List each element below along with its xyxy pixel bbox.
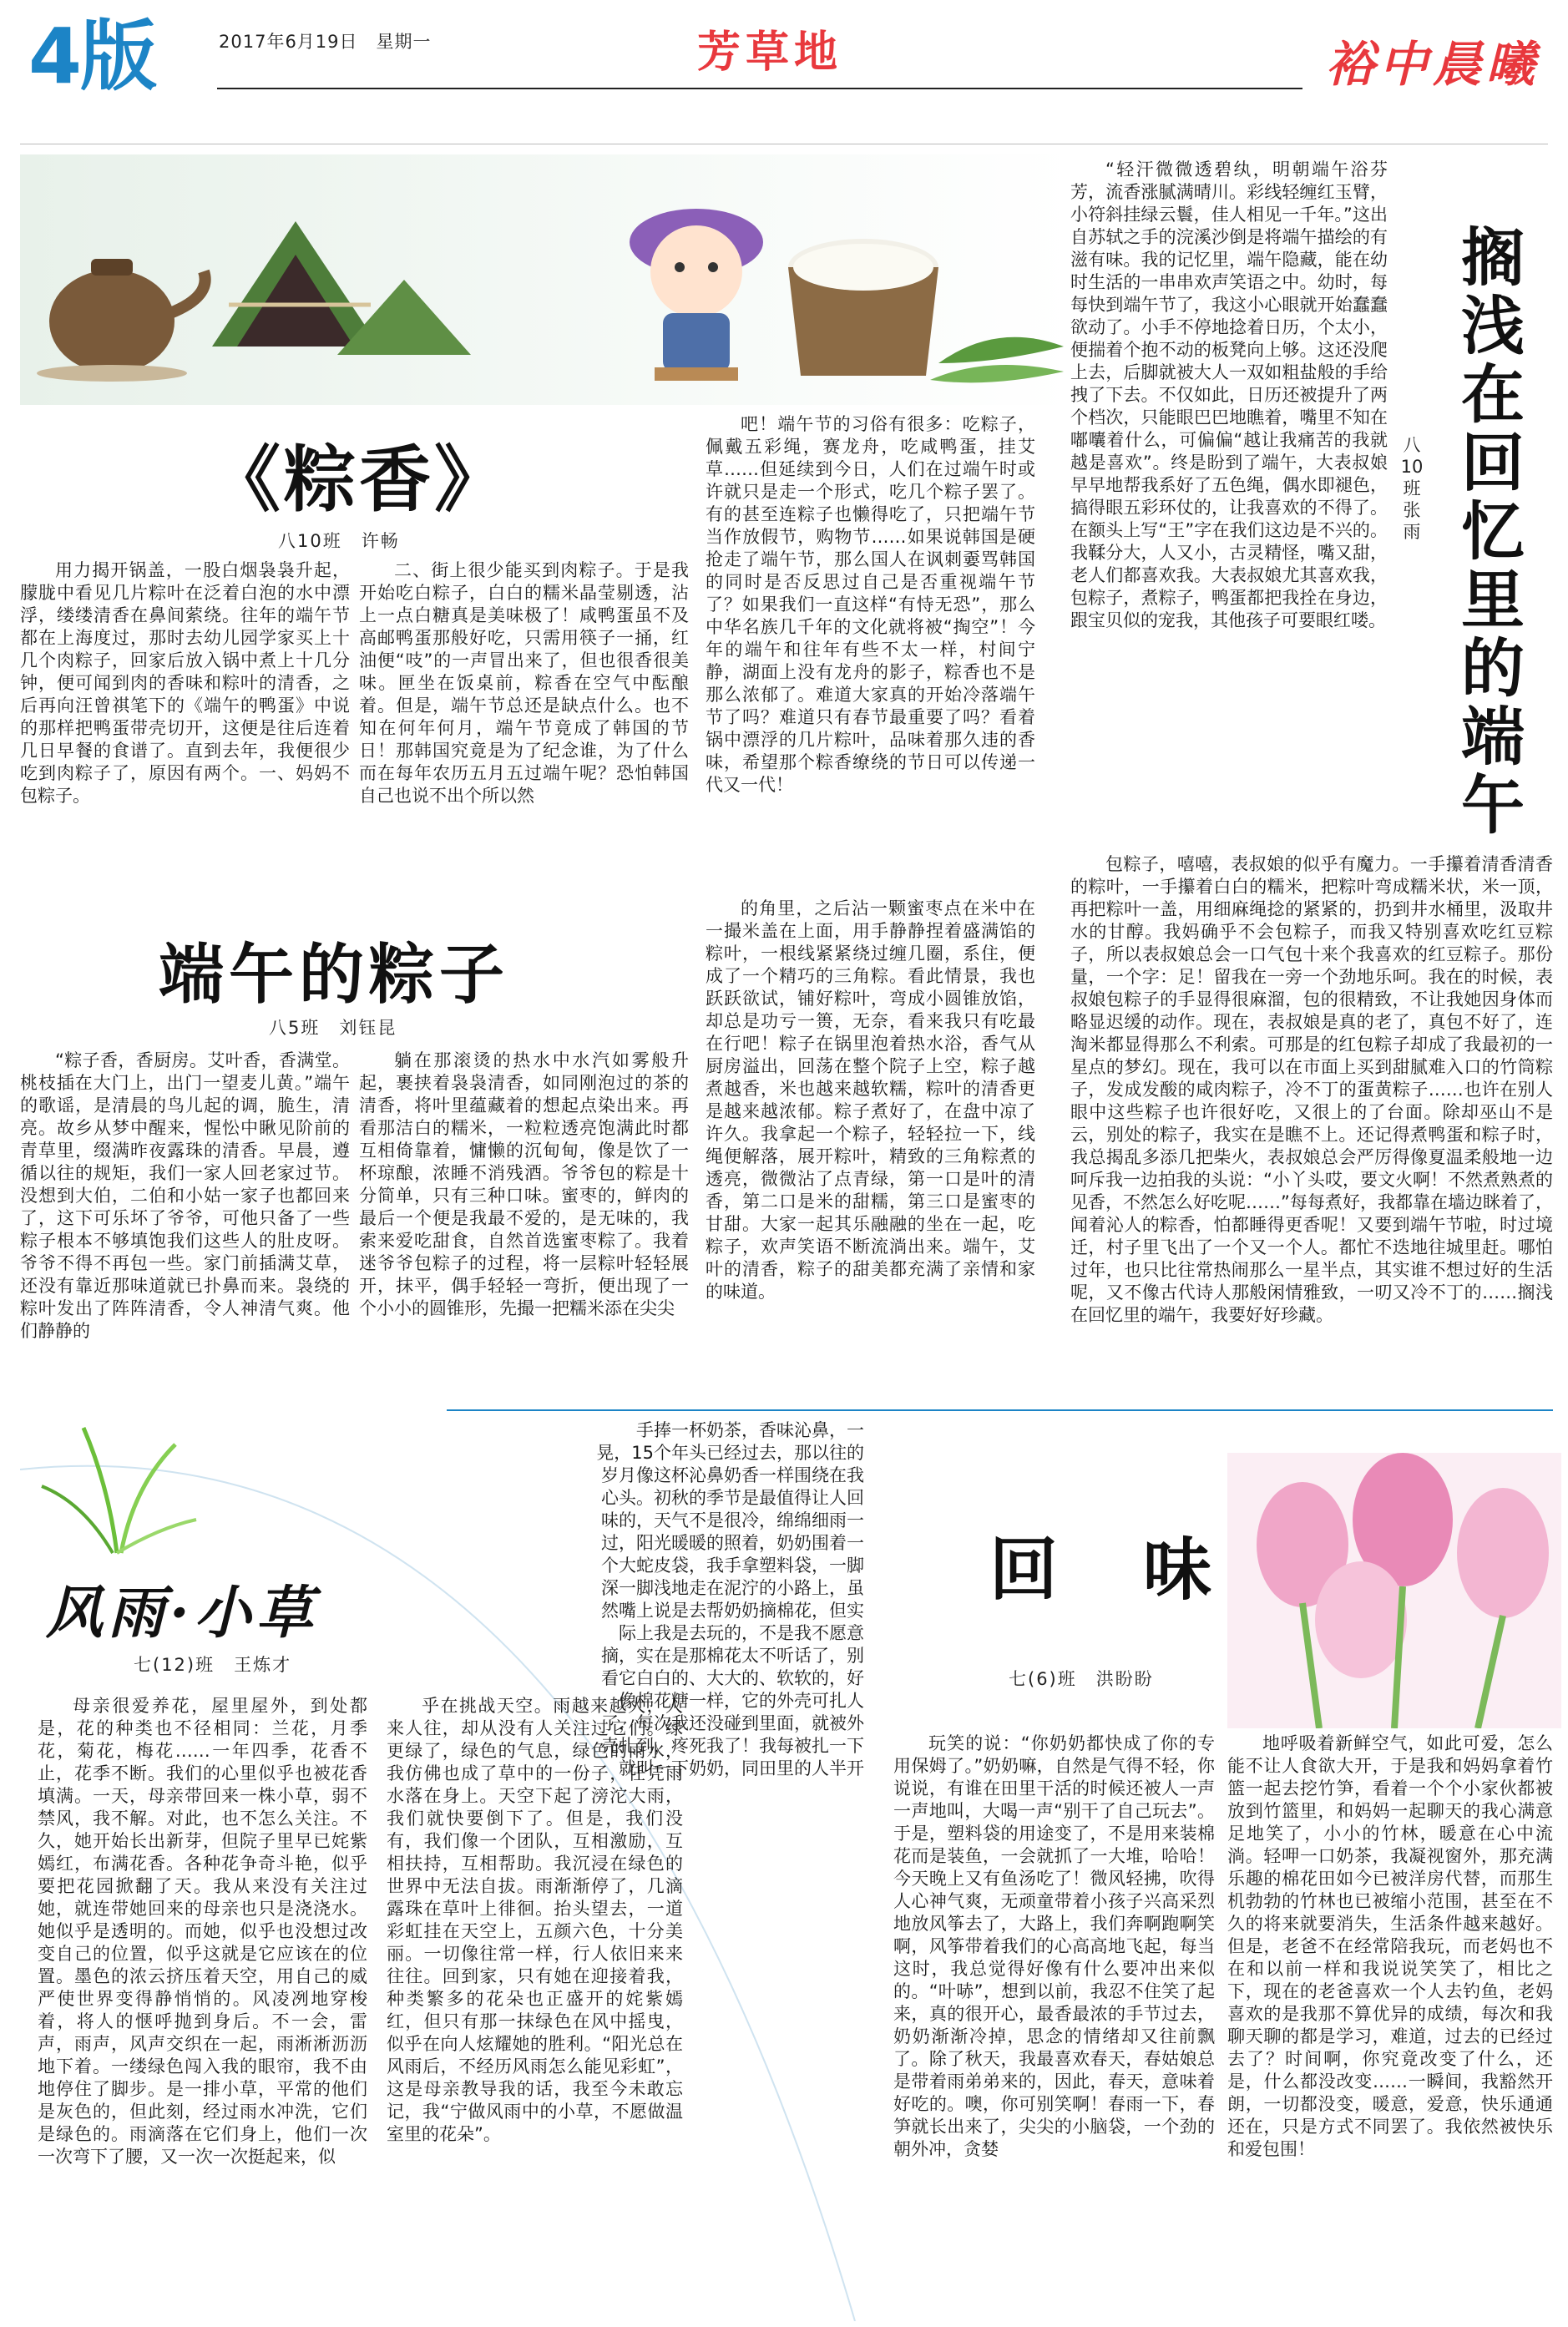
- article-column: 二、街上很少能买到肉粽子。于是我开始吃白粽子，白白的糯米晶莹剔透，沾上一点白糖真是美味极了！咸鸭蛋虽不及高邮鸭蛋那般好吃，只需用筷子一捅，红油便“吱”的一声冒出来了，但也很香很美味。匣坐在饭桌前，粽香在空气中酝酿着。但是，端午节总还是缺点什么。也不知在何年何月，端午节竟成了韩国的节日！那韩国究竟是为了纪念谁，为了什么而在每年农历五月五过端午呢？恐怕韩国自己也说不出个所以然: [359, 560, 689, 806]
- header-rule: [217, 88, 1302, 89]
- tulips-illustration: [1227, 1453, 1561, 1728]
- issue-date: 2017年6月19日 星期一: [219, 32, 432, 52]
- rice-bucket-illustration: [788, 239, 938, 376]
- article-title-duanwu-zongzi: 端午的粽子: [159, 937, 510, 1013]
- article-byline-fengyu-xiaocao: 七(12)班 王炼才: [134, 1655, 292, 1675]
- article-byline-zongxiang: 八10班 许畅: [278, 531, 400, 551]
- article-byline-huiwei: 七(6)班 洪盼盼: [1009, 1669, 1154, 1689]
- article-column: “粽子香，香厨房。艾叶香，香满堂。桃枝插在大门上，出门一望麦儿黄。”端午的歌谣，是清晨的鸟儿起的调，脆生，清亮。故乡从梦中醒来，惺忪中瞅见阶前的青草里，缀满昨夜露珠的清香。早晨，遵循以往的规矩，我们一家人回老家过节。没想到大伯，二伯和小姑一家子也都回来了，这下可乐坏了爷爷，可他只备了一些粽子根本不够填饱我们这些人的肚皮呀。爷爷不得不再包一些。家门前插满艾草，还没有靠近那味道就已扑鼻而来。袅绕的粽叶发出了阵阵清香，令人神清气爽。他们静静的: [20, 1050, 350, 1341]
- page-number: 4版: [28, 12, 156, 101]
- article-column: 玩笑的说：“你奶奶都快成了你的专用保姆了。”奶奶嘛，自然是气得不轻，你说说，有谁在田里干活的时候还被人一声一声地叫，大喝一声“别干了自己玩去”。于是，塑料袋的用途变了，不是用来装棉花而是装鱼，一会就抓了一大堆，哈哈！今天晚上又有鱼汤吃了！微风轻拂，吹得人心神气爽，无顽童带着小孩子兴高采烈地放风筝去了，大路上，我们奔啊跑啊笑啊，风筝带着我们的心高高地飞起，每当这时，我总觉得好像有什么要冲出来似的。“叶哧”，想到以前，我忍不住笑了起来，真的很开心，最香最浓的手节过去，奶奶渐渐冷掉，思念的情绪却又往前飘了。除了秋天，我最喜欢春天，春姑娘总是带着雨弟弟来的，因此，春天，意味着好吃的。噢，你可别笑啊！春雨一下，春笋就长出来了，尖尖的小脑袋，一个劲的朝外冲，贪婪: [893, 1733, 1215, 2159]
- masthead: [0, 0, 1568, 134]
- article-column: 的角里，之后沾一颗蜜枣点在米中在一撮米盖在上面，用手静静捏着盛满馅的粽叶，一根线紧紧绕过缠几圈，系住，便成了一个精巧的三角粽。看此情景，我也跃跃欲试，铺好粽叶，弯成小圆锥放馅，却总是功亏一篑，无奈，看来我只有吃最在行吧！粽子在锅里泡着热水浴，香气从厨房溢出，回荡在整个院子上空，粽子越煮越香，米也越来越软糯，粽叶的清香更是越来越浓郁。粽子煮好了，在盘中凉了许久。我拿起一个粽子，轻轻拉一下，线绳便解落，展开粽叶，精致的三角粽煮的透亮，微微沾了点青绿，第一口是叶的清香，第二口是米的甜糯，第三口是蜜枣的甘甜。大家一起其乐融融的坐在一起，吃粽子，欢声笑语不断流淌出来。端午，艾叶的清香，粽子的甜美都充满了亲情和家的味道。: [706, 898, 1035, 1302]
- article-column: “轻汗微微透碧纨，明朝端午浴芬芳，流香涨腻满晴川。彩线轻缠红玉臂，小符斜挂绿云鬟，佳人相见一千年。”这出自苏轼之手的浣溪沙倒是将端午描绘的有滋有味。我的记忆里，端午隐藏，能在幼时生活的一串串欢声笑语之中。幼时，每每快到端午节了，我这小心眼就开始蠢蠢欲动了。小手不停地捻着日历，个太小，便揣着个抱不动的板凳向上够。这还没爬上去，后脚就被大人一双如粗盐般的手给拽了下去。不仅如此，日历还被提升了两个档次，只能眼巴巴地瞧着，嘴里不知在嘟囔着什么，可偏偏“越让我痛苦的我就越是喜欢”。终是盼到了端午，大表叔娘早早地帮我系好了五色绳，偶水即褪色，搞得眼五彩环仗的，让我喜欢的不得了。在额头上写“王”字在我们这边是不兴的。我鞣分大，人又小，古灵精怪，嘴又甜，老人们都喜欢我。大表叔娘尤其喜欢我，包粽子，煮粽子，鸭蛋都把我拴在身边，跟宝贝似的宠我，其他孩子可要眼红喽。: [1070, 159, 1388, 630]
- article-column: 母亲很爱养花，屋里屋外，到处都是，花的种类也不径相同：兰花，月季花，菊花，梅花……一年四季，花香不止，花季不断。我们的心里似乎也被花香填满。一天，母亲带回来一株小草，弱不禁风，我不解。对此，也不怎么关注。不久，她开始长出新芽，但院子里早已姹紫嫣红，布满花香。各种花争奇斗艳，似乎要把花园掀翻了天。我从来没有关注过她，就连带她回来的母亲也只是浇浇水。她似乎是透明的。而她，似乎也没想过改变自己的位置，似乎这就是它应该在的位置。墨色的浓云挤压着天空，用自己的威严使世界变得静悄悄的。风凌冽地穿梭着，将人的惬呼抛到身后。不一会，雷声，雨声，风声交织在一起，雨淅淅沥沥地下着。一缕绿色闯入我的眼帘，我不由地停住了脚步。是一排小草，平常的他们是灰色的，但此刻，经过雨水冲洗，它们是绿色的。雨滴落在它们身上，他们一次一次弯下了腰，又一次一次挺起来，似: [38, 1696, 367, 2167]
- article-column: 躺在那滚烫的热水中水汽如雾般升起，裹挟着袅袅清香，如同刚泡过的茶的清香，将叶里蕴藏着的想起点染出来。再看那洁白的糯米，一粒粒透亮饱满此时都互相倚靠着，慵懒的沉甸甸，像是饮了一杯琼酿，浓睡不消残酒。爷爷包的粽是十分简单，只有三种口味。蜜枣的，鲜肉的最后一个便是我最不爱的，是无味的，我索来爱吃甜食，自然首选蜜枣粽了。我着迷爷爷包粽子的过程，将一层粽叶轻轻展开，抹平，偶手轻轻一弯折，便出现了一个小小的圆锥形，先撮一把糯米添在尖尖: [359, 1050, 689, 1318]
- article-title-zongxiang: 《粽香》: [209, 438, 509, 522]
- article-column: 吧！端午节的习俗有很多：吃粽子，佩戴五彩绳，赛龙舟，吃咸鸭蛋，挂艾草……但延续到今日，人们在过端午时或许就只是走一个形式，吃几个粽子罢了。有的甚至连粽子也懒得吃了，只把端午节当作放假节，购物节……如果说韩国是硬抢走了端午节，那么国人在讽刺嫑骂韩国的同时是否反思过自己是否重视端午节了？如果我们一直这样“有恃无恐”，那么中华名族几千年的文化就将被“掏空”！今年的端午和往年有些不太一样，村间宁静，湖面上没有龙舟的影子，粽香也不是那么浓郁了。难道大家真的开始冷落端午节了吗？难道只有春节最重要了吗？看着锅中漂浮的几片粽叶，品味着那久违的香味，希望那个粽香缭绕的节日可以传递一代又一代！: [706, 414, 1035, 795]
- article-title-huiwei: 回 味: [989, 1530, 1221, 1610]
- article-column: 包粽子，嘻嘻，表叔娘的似乎有魔力。一手攥着清香清香的粽叶，一手攥着白白的糯米，把粽叶弯成糯米状，米一顶，再把粽叶一盖，用细麻绳捻的紧紧的，扔到井水桶里，汲取井水的甘醇。我妈确乎不会包粽子，而我又特别喜欢吃红豆粽子，所以表叔娘总会一口气包十来个我喜欢的红豆粽子。那份量，一个字：足！留我在一旁一个劲地乐呵。我在的时候，表叔娘包粽子的手显得很麻溜，包的很精致，不让我她因身体而略显迟缓的动作。现在，表叔娘是真的老了，真包不好了，连淘米都显得那么不利索。可那是的红包粽子却成了我最初的一星点的梦幻。现在，我可以在市面上买到甜腻难入口的竹筒粽子，发成发酸的咸肉粽子，冷不丁的蛋黄粽子……也许在别人眼中这些粽子也许很好吃，又很上的了台面。除却巫山不是云，别处的粽子，我实在是瞧不上。还记得煮鸭蛋和粽子时，我总揭乱多添几把柴火，表叔娘总会严厉得像夏温柔般地一边呵斥我一边拍我的头说：“小丫头哎，要文火啊！不然煮熟煮的见香，不然怎么好吃呢……”每每煮好，我都靠在墙边眯着了，闻着沁人的粽香，怕都睡得更香呢！又要到端午节啦，时过境迁，村子里飞出了一个又一个人。都忙不迭地往城里赶。哪怕过年，也只比往常热闹那么一星半点，其实谁不想过好的生活呢，又不像古代诗人那般闲情雅致，一叨又冷不丁的……搁浅在回忆里的端午，我要好好珍藏。: [1070, 854, 1553, 1325]
- article-column: 用力揭开锅盖，一股白烟袅袅升起，朦胧中看见几片粽叶在泛着白泡的水中漂浮，缕缕清香在鼻间萦绕。往年的端午节都在上海度过，那时去幼儿园学家买上十几个肉粽子，回家后放入锅中煮上十几分钟，便可闻到肉的香味和粽叶的清香，之后再向汪曾祺笔下的《端午的鸭蛋》中说的那样把鸭蛋带壳切开，这便是往后连着几日早餐的食谱了。直到去年，我便很少吃到肉粽子了，原因有两个。一、妈妈不包粽子。: [20, 560, 350, 806]
- article-column: 乎在挑战天空。雨越来越大，人来人往，却从没有人关注过它们。绿更绿了，绿色的气息，绿色的雨水，我仿佛也成了草中的一份子，任凭雨水落在身上。天空下起了滂沱大雨，我们就快要倒下了。但是，我们没有，我们像一个团队，互相激励，互相扶持，互相帮助。我沉浸在绿色的世界中无法自拔。雨渐渐停了，几滴露珠在草叶上徘徊。抬头望去，一道彩虹挂在天空上，五颜六色，十分美丽。一切像往常一样，行人依旧来来往往。回到家，只有她在迎接着我，种类繁多的花朵也正盛开的姹紫嫣红，但只有那一抹绿色在风中摇曳，似乎在向人炫耀她的胜利。“阳光总在风雨后，不经历风雨怎么能见彩虹”，这是母亲教导我的话，我至今未敢忘记，我“宁做风雨中的小草，不愿做温室里的花朵”。: [387, 1696, 683, 2144]
- grass-illustration: [33, 1411, 200, 1561]
- article-title-fengyu-xiaocao: 风雨·小草: [46, 1580, 318, 1647]
- article-column: 手捧一杯奶茶，香味沁鼻，一晃，15个年头已经过去，那以往的岁月像这杯沁鼻奶香一样围绕在我心头。初秋的季节是最值得让人回味的，天气不是很冷，绵绵细雨一过，阳光暖暖的照着，奶奶围着一个大蛇皮袋，我手拿塑料袋，一脚深一脚浅地走在泥泞的小路上，虽然嘴上说是去帮奶奶摘棉花，但实际上我是去玩的，不是我不愿意摘，实在是那棉花太不听话了，别看它白白的、大大的、软软的，好像棉花糖一样，它的外壳可扎人了，每次我还没碰到里面，就被外壳扎到，疼死我了！我每被扎一下就叫一下奶奶，同田里的人半开: [596, 1420, 864, 1778]
- article-title-ge-qian: 搁浅在回忆里的端午: [1461, 220, 1525, 842]
- section-title: 芳草地: [697, 27, 843, 78]
- article-byline-ge-qian: 八10班 张雨: [1400, 435, 1439, 542]
- newspaper-logo: 裕中晨曦: [1325, 36, 1540, 93]
- article-byline-duanwu-zongzi: 八5班 刘钰昆: [269, 1018, 397, 1038]
- dragon-boat-banner-illustration: [20, 154, 1072, 405]
- article-column: 地呼吸着新鲜空气，如此可爱，怎么能不让人食欲大开，于是我和妈妈拿着竹篮一起去挖竹笋，看着一个个小家伙都被放到竹篮里，和妈妈一起聊天的我心满意足地笑了，小小的竹林，暖意在心中流淌。轻呷一口奶茶，我凝视窗外，那充满乐趣的棉花田如今已被洋房代替，而那生机勃勃的竹林也已被缩小范围，甚至在不久的将来就要消失，生活条件越来越好。但是，老爸不在经常陪我玩，而老妈也不在和以前一样和我说说笑笑了，相比之下，现在的老爸喜欢一个人去钓鱼，老妈喜欢的是我那不算优异的成绩，每次和我聊天聊的都是学习，难道，过去的已经过去了？时间啊，你究竟改变了什么，还是，什么都没改变……一瞬间，我豁然开朗，一切都没变，暖意，爱意，快乐通通还在，只是方式不同罢了。我依然被快乐和爱包围！: [1227, 1733, 1553, 2159]
